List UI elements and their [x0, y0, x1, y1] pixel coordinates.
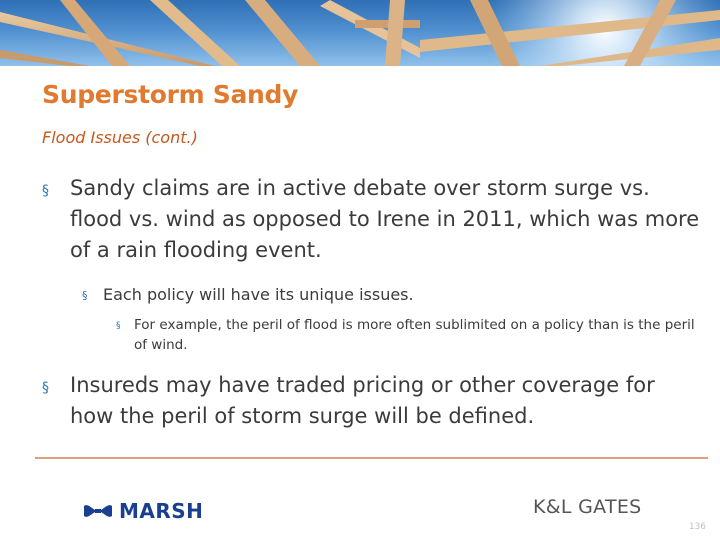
kl-gates-logo: K&L GATES — [533, 496, 642, 518]
page-number: 136 — [688, 522, 706, 532]
marsh-logo-mark-icon — [83, 503, 113, 519]
bullet-level-3 — [116, 315, 696, 355]
bullet-marker-icon: § — [82, 289, 88, 302]
roof-trusses-illustration — [0, 0, 720, 66]
bullet-text: Each policy will have its unique issues. — [103, 285, 414, 304]
marsh-logo — [83, 497, 203, 525]
header-banner-image — [0, 0, 720, 66]
bullet-marker-icon: § — [42, 380, 49, 396]
bullet-marker-icon: § — [116, 321, 121, 331]
bullet-text: Insureds may have traded pricing or other coverage for how the peril of storm surge will be defined. — [70, 373, 655, 428]
bullet-level-1 — [42, 370, 702, 432]
marsh-logo-text: MARSH — [119, 499, 204, 523]
bullet-text: Sandy claims are in active debate over storm surge vs. flood vs. wind as opposed to Irene in 2011, which was more of a rain flooding event. — [70, 176, 700, 262]
slide-title: Superstorm Sandy — [42, 80, 299, 109]
bullet-level-2 — [82, 284, 692, 306]
footer-divider — [35, 457, 708, 459]
slide-subtitle: Flood Issues (cont.) — [42, 128, 198, 147]
bullet-level-1 — [42, 173, 702, 266]
bullet-text: For example, the peril of flood is more often sublimited on a policy than is the peril of wind. — [134, 317, 695, 353]
bullet-marker-icon: § — [42, 183, 49, 199]
